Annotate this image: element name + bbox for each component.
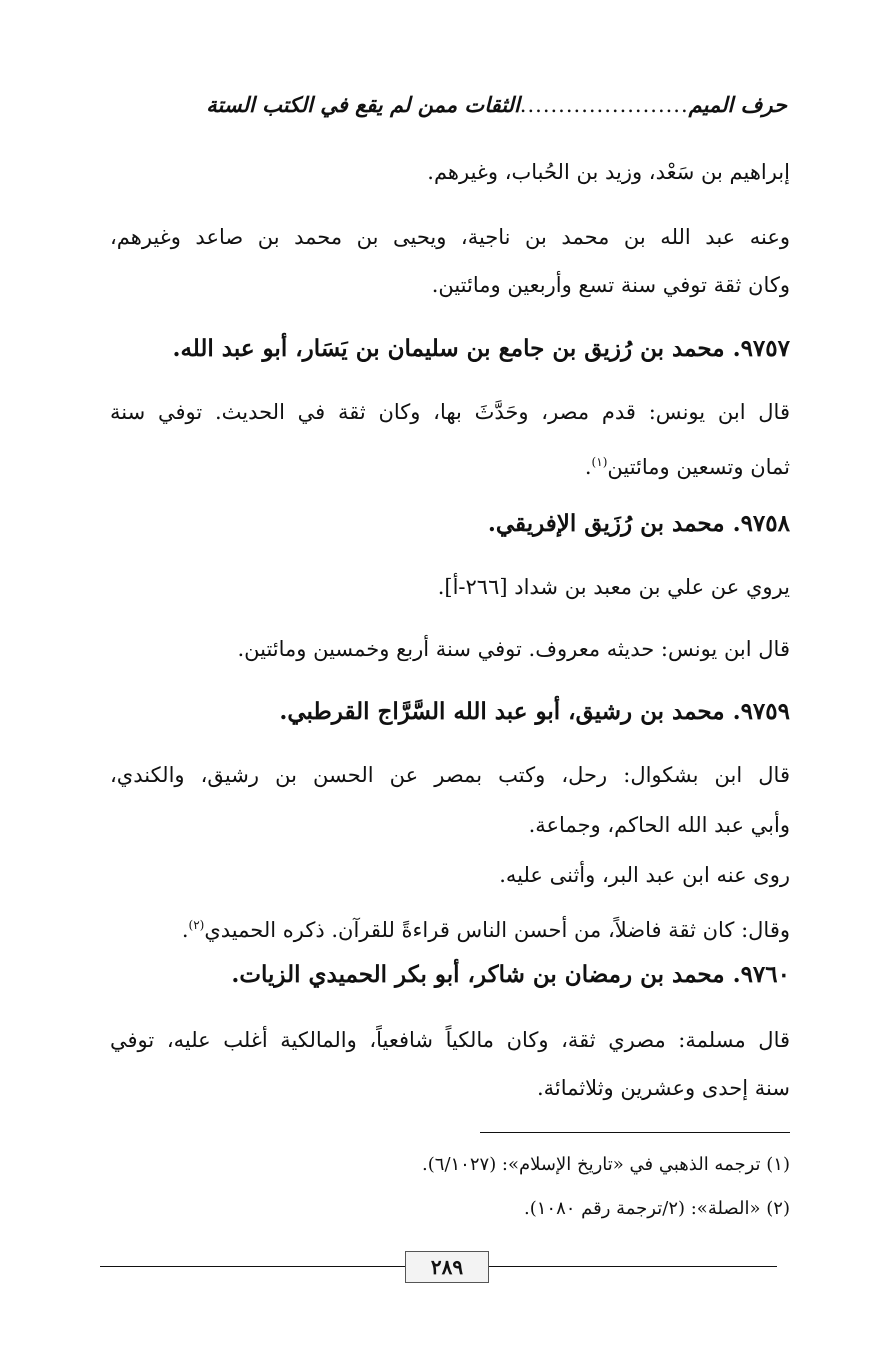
text-line-3: وكان ثقة توفي سنة تسع وأربعين ومائتين. bbox=[431, 273, 790, 297]
text-line-8: يروي عن علي بن معبد بن شداد [٢٦٦-أ]. bbox=[437, 575, 790, 599]
entry-name: محمد بن رمضان بن شاكر، أبو بكر الحميدي الزيات. bbox=[231, 961, 725, 988]
text-line-14 bbox=[110, 910, 790, 945]
entry-heading-9760 bbox=[110, 960, 790, 990]
entry-number: ٩٧٥٧. bbox=[732, 335, 790, 362]
text-line-17: سنة إحدى وعشرين وثلاثمائة. bbox=[537, 1076, 790, 1100]
footnote-marker: (١) bbox=[591, 455, 608, 469]
header-chapter: حرف الميم bbox=[688, 92, 787, 117]
footnote-marker: (٢) bbox=[188, 918, 205, 932]
entry-number: ٩٧٥٨. bbox=[732, 510, 790, 537]
entry-number: ٩٧٥٩. bbox=[732, 698, 790, 725]
entry-name: محمد بن رشيق، أبو عبد الله السَّرَّاج القرطبي. bbox=[279, 698, 725, 725]
folio-rule-left bbox=[100, 1266, 405, 1267]
running-header bbox=[108, 92, 787, 117]
text-span-end: . bbox=[584, 455, 592, 479]
entry-heading-9758 bbox=[110, 509, 790, 539]
entry-heading-9759 bbox=[110, 697, 790, 727]
text-line-9: قال ابن يونس: حديثه معروف. توفي سنة أربع وخمسين ومائتين. bbox=[237, 637, 790, 661]
footnote-2: (٢) «الصلة»: (٢/ترجمة رقم ١٠٨٠). bbox=[523, 1198, 790, 1219]
text-line-6 bbox=[110, 447, 790, 482]
folio-rule-right bbox=[487, 1266, 777, 1267]
text-line-12: وأبي عبد الله الحاكم، وجماعة. bbox=[528, 813, 790, 837]
text-line-16: قال مسلمة: مصري ثقة، وكان مالكياً شافعياً، والمالكية أغلب عليه، توفي bbox=[110, 1028, 790, 1052]
page-number: ٢٨٩ bbox=[405, 1251, 489, 1283]
entry-heading-9757 bbox=[110, 334, 790, 364]
footnote-divider bbox=[480, 1132, 790, 1133]
header-dots: ...................... bbox=[519, 93, 689, 117]
text-span-end: . bbox=[181, 918, 189, 942]
text-span: ثمان وتسعين ومائتين bbox=[607, 455, 790, 479]
text-line-2: وعنه عبد الله بن محمد بن ناجية، ويحيى بن محمد بن صاعد وغيرهم، bbox=[110, 225, 790, 249]
entry-name: محمد بن رُزيق بن جامع بن سليمان بن يَسَار، أبو عبد الله. bbox=[172, 335, 725, 362]
text-line-11: قال ابن بشكوال: رحل، وكتب بمصر عن الحسن بن رشيق، والكندي، bbox=[110, 763, 790, 787]
text-line-5: قال ابن يونس: قدم مصر، وحَدَّثَ بها، وكان ثقة في الحديث. توفي سنة bbox=[110, 400, 790, 424]
text-span: وقال: كان ثقة فاضلاً، من أحسن الناس قراءةً للقرآن. ذكره الحميدي bbox=[204, 918, 790, 942]
header-book-title: الثقات ممن لم يقع في الكتب الستة bbox=[206, 92, 520, 117]
text-line-13: روى عنه ابن عبد البر، وأثنى عليه. bbox=[499, 863, 790, 887]
text-line-1: إبراهيم بن سَعْد، وزيد بن الحُباب، وغيرهم. bbox=[427, 160, 790, 184]
footnote-1: (١) ترجمه الذهبي في «تاريخ الإسلام»: (٦/١٠٢٧). bbox=[422, 1154, 790, 1175]
entry-name: محمد بن رُزَيق الإفريقي. bbox=[487, 510, 725, 537]
entry-number: ٩٧٦٠. bbox=[732, 961, 790, 988]
